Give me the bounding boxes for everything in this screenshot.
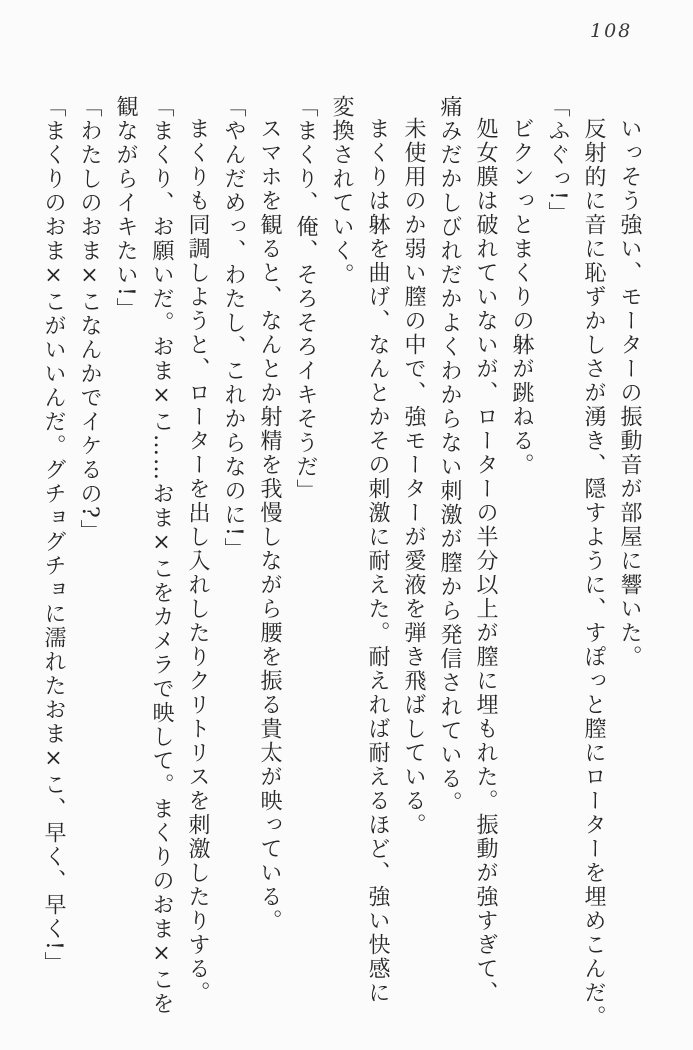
text-column: 観ながらイキたい!」: [113, 95, 138, 322]
text-column: 「やんだめっ、わたし、これからなのに!」: [221, 95, 246, 562]
text-column: 「まくりのおま×こがいいんだ。グチョグチョに濡れたおま×こ、早く、早く!」: [41, 95, 66, 976]
text-column: スマホを観ると、なんとか射精を我慢しながら腰を振る貴太が映っている。: [257, 117, 282, 933]
text-column: ビクンっとまくりの躰が跳ねる。: [509, 117, 534, 477]
text-column: 未使用のか弱い膣の中で、強モーターが愛液を弾き飛ばしている。: [401, 117, 426, 837]
text-column: 「わたしのおま×こなんかでイケるの?」: [77, 95, 102, 544]
text-column: 「まくり、俺、そろそろイキそうだ」: [293, 95, 318, 503]
text-column: 「ふぐっ!」: [545, 95, 570, 226]
text-column: いっそう強い、モーターの振動音が部屋に響いた。: [617, 117, 642, 669]
text-column: まくりも同調しようと、ローターを出し入れしたりクリトリスを刺激したりする。: [185, 117, 210, 1005]
text-column: 痛みだかしびれだかよくわからない刺激が膣から発信されている。: [437, 95, 462, 815]
page-number: 108: [590, 20, 633, 42]
text-column: 変換されていく。: [329, 95, 354, 287]
text-column: 反射的に音に恥ずかしさが湧き、隠すように、すぽっと膣にローターを埋めこんだ。: [581, 117, 606, 1029]
text-column: まくりは躰を曲げ、なんとかその刺激に耐えた。耐えれば耐えるほど、強い快感に: [365, 117, 390, 1005]
text-column: 「まくり、お願いだ。おま×こ……おま×こをカメラで映して。まくりのおま×こを: [149, 95, 174, 1016]
page-text: [35, 95, 647, 1045]
text-column: 処女膜は破れていないが、ローターの半分以上が膣に埋もれた。振動が強すぎて、: [473, 117, 498, 1005]
